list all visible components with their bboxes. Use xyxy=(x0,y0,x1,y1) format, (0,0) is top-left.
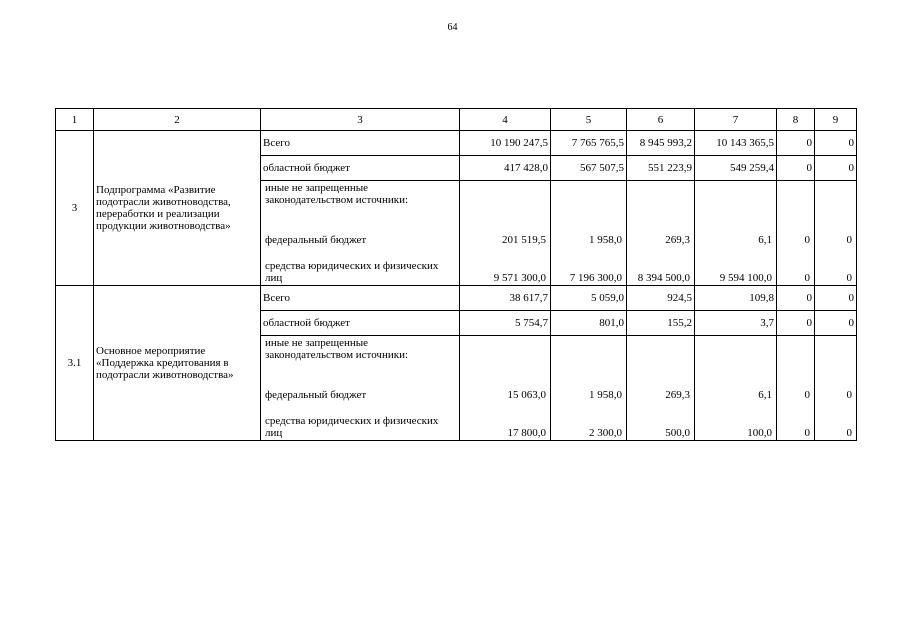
value-cell: 0 xyxy=(777,286,815,311)
value-cell: 100,0 xyxy=(747,427,772,439)
value-cell: 9 594 100,0 xyxy=(719,272,772,284)
value-cell: 7 196 300,0 xyxy=(569,272,622,284)
column-numbers-row xyxy=(56,109,857,131)
table-body xyxy=(56,131,857,441)
value-cell: 801,0 xyxy=(551,311,627,336)
value-cell: 549 259,4 xyxy=(695,156,777,181)
value-cell: 7 765 765,5 xyxy=(551,131,627,156)
value-cell: 6,1 xyxy=(758,389,772,401)
section-name: Основное мероприятие «Поддержка кредитования в подотрасли животноводства» xyxy=(94,286,261,441)
value-cell: 5 754,7 xyxy=(460,311,551,336)
value-cell-group xyxy=(815,336,857,441)
value-cell: 8 945 993,2 xyxy=(627,131,695,156)
value-cell-group xyxy=(695,181,777,286)
source-label-total: Всего xyxy=(261,286,460,311)
value-cell: 269,3 xyxy=(665,389,690,401)
value-cell-group xyxy=(627,336,695,441)
column-header: 4 xyxy=(460,109,551,131)
value-cell: 10 190 247,5 xyxy=(460,131,551,156)
value-cell: 155,2 xyxy=(627,311,695,336)
value-cell-group xyxy=(460,336,551,441)
value-cell: 567 507,5 xyxy=(551,156,627,181)
column-header: 1 xyxy=(56,109,94,131)
value-cell: 551 223,9 xyxy=(627,156,695,181)
value-cell: 17 800,0 xyxy=(507,427,546,439)
source-label-regional: областной бюджет xyxy=(261,311,460,336)
column-header: 6 xyxy=(627,109,695,131)
value-cell-group xyxy=(551,336,627,441)
value-cell-group xyxy=(460,181,551,286)
table-row xyxy=(56,131,857,156)
value-cell: 1 958,0 xyxy=(589,234,622,246)
value-cell: 2 300,0 xyxy=(589,427,622,439)
value-cell: 0 xyxy=(846,427,852,439)
column-header: 5 xyxy=(551,109,627,131)
other-sources-cell xyxy=(261,181,460,286)
value-cell: 109,8 xyxy=(695,286,777,311)
value-cell: 500,0 xyxy=(665,427,690,439)
value-cell: 0 xyxy=(777,311,815,336)
column-header: 3 xyxy=(261,109,460,131)
value-cell-group xyxy=(815,181,857,286)
value-cell-group xyxy=(777,336,815,441)
value-cell: 38 617,7 xyxy=(460,286,551,311)
source-label-total: Всего xyxy=(261,131,460,156)
other-sources-header: иные не запрещенные законодательством источники: xyxy=(265,337,409,361)
value-cell: 924,5 xyxy=(627,286,695,311)
column-header: 7 xyxy=(695,109,777,131)
value-cell: 0 xyxy=(804,427,810,439)
page-number: 64 xyxy=(447,22,458,33)
value-cell: 8 394 500,0 xyxy=(637,272,690,284)
value-cell: 201 519,5 xyxy=(502,234,546,246)
value-cell: 0 xyxy=(815,286,857,311)
other-sources-cell xyxy=(261,336,460,441)
value-cell: 6,1 xyxy=(758,234,772,246)
value-cell: 0 xyxy=(777,131,815,156)
value-cell: 9 571 300,0 xyxy=(493,272,546,284)
value-cell: 0 xyxy=(777,156,815,181)
table-row xyxy=(56,286,857,311)
value-cell: 15 063,0 xyxy=(507,389,546,401)
value-cell: 0 xyxy=(846,234,852,246)
section-name: Подпрограмма «Развитие подотрасли животноводства, переработки и реализации продукции животноводства» xyxy=(94,131,261,286)
value-cell: 0 xyxy=(815,311,857,336)
source-label-federal: федеральный бюджет xyxy=(265,234,367,246)
source-label-legal: средства юридических и физических лиц xyxy=(265,260,439,284)
source-label-regional: областной бюджет xyxy=(261,156,460,181)
value-cell-group xyxy=(627,181,695,286)
value-cell: 0 xyxy=(804,272,810,284)
value-cell: 10 143 365,5 xyxy=(695,131,777,156)
column-header: 2 xyxy=(94,109,261,131)
value-cell: 0 xyxy=(846,272,852,284)
column-header: 8 xyxy=(777,109,815,131)
value-cell: 1 958,0 xyxy=(589,389,622,401)
value-cell-group xyxy=(777,181,815,286)
value-cell: 0 xyxy=(804,389,810,401)
other-sources-header: иные не запрещенные законодательством источники: xyxy=(265,182,409,206)
section-code: 3.1 xyxy=(56,286,94,441)
section-code: 3 xyxy=(56,131,94,286)
value-cell-group xyxy=(551,181,627,286)
value-cell: 0 xyxy=(815,156,857,181)
value-cell: 0 xyxy=(815,131,857,156)
value-cell: 417 428,0 xyxy=(460,156,551,181)
source-label-legal: средства юридических и физических лиц xyxy=(265,415,439,439)
value-cell: 3,7 xyxy=(695,311,777,336)
value-cell: 0 xyxy=(804,234,810,246)
value-cell: 5 059,0 xyxy=(551,286,627,311)
column-header: 9 xyxy=(815,109,857,131)
value-cell: 269,3 xyxy=(665,234,690,246)
budget-table xyxy=(55,108,857,441)
source-label-federal: федеральный бюджет xyxy=(265,389,367,401)
value-cell: 0 xyxy=(846,389,852,401)
value-cell-group xyxy=(695,336,777,441)
